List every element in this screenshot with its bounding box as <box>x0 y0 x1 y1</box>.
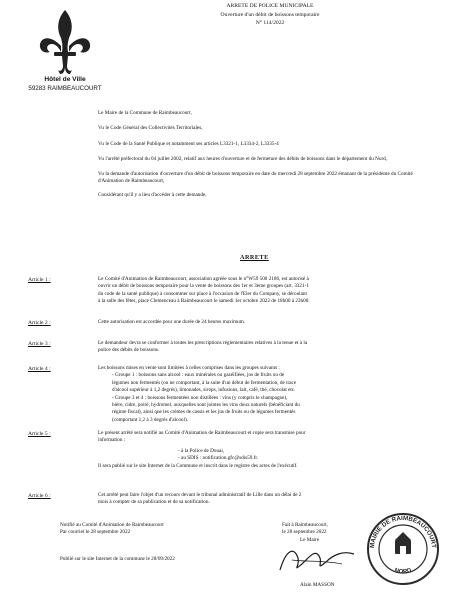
handwritten-signature <box>272 540 362 578</box>
office-title: ARRETE DE POLICE MUNICIPALE <box>226 3 314 9</box>
signature-date: le 28 septembre 2022 <box>282 529 327 536</box>
arrete-title: ARRETE <box>240 254 269 261</box>
article-line: Les boissons mises en vente sont limitées à celles comprises dans les groupes suivants : <box>98 365 280 371</box>
article-line: légumes non fermentés (ou ne comportant, à la suite d'un début de fermentation, de trace <box>112 379 297 386</box>
stamp-ring-text: MAIRIE DE RAIMBEAUCOURT <box>368 514 438 549</box>
mail-date-line: Par courriel le 28 septembre 2022 <box>60 529 131 536</box>
decree-number: N° 114/2022 <box>255 20 285 26</box>
stamp-bottom-text: NORD <box>393 567 413 576</box>
preamble-line: Le Maire de la Commune de Raimbeaucourt, <box>98 110 192 116</box>
article-6-body <box>98 492 438 507</box>
document-header <box>190 2 350 27</box>
stamp-emblem-icon <box>395 532 411 554</box>
city-hall-label: Hôtel de Ville <box>44 76 86 83</box>
article-line: Le demandeur devra se conformer à toutes les prescriptions réglementaires relatives à la tenue et à la <box>98 340 308 346</box>
article-line: police des débits de boissons. <box>98 347 160 354</box>
notified-line: Notifié au Comité d'Animation de Raimbeaucourt <box>60 522 164 528</box>
article-5-label: Article 5 : <box>28 431 51 437</box>
svg-text:NORD <box>394 568 413 576</box>
article-4-body <box>98 365 438 424</box>
preamble-line: Vu le Code de la Santé Publique et notamment ses articles L3321-1, L3334-2, L3335-4 <box>98 140 279 147</box>
article-5-body <box>98 430 438 470</box>
article-line: Le Comité d'Animation de Raimbeaucourt, association agréée sous le n°W59 500 2186, est autorisé à <box>98 276 309 282</box>
article-line: Il sera publié sur le site Internet de la Commune et inscrit dans le registre des actes de l'exécutif. <box>98 462 298 469</box>
done-at-line: Fait à Raimbeaucourt, <box>282 522 328 528</box>
preamble-line: Vu la demande d'autorisation d'ouverture d'un débit de boissons temporaire en date du mercredi 28 septembre 2022 émanant de la présidente du Comité d'Animation de Raimbeaucourt, <box>98 170 413 185</box>
article-line: Cet arrêté peut faire l'objet d'un recours devant le tribunal administratif de Lille dans un délai de 2 <box>98 492 302 498</box>
preamble-line: Vu le Code Général des Collectivités Territoriales, <box>98 125 203 132</box>
article-line: - Groupe 3 et 4 : boissons fermentées non distillées : vins (y compris le champagne), <box>112 394 288 401</box>
article-line: - au SDIS : notification.gfc@sdis59.fr. <box>178 455 259 462</box>
publication-line: Publié sur le site Internet de la commune le 28/09/2022 <box>60 556 175 562</box>
article-line: à la salle des fêtes, place Clemenceau à Raimbeaucourt le samedi 1er octobre 2022 de 18h00 à 23h00. <box>98 298 310 305</box>
article-line: - Groupe 1 : boissons sans alcool : eaux minérales ou gazéifiées, jus de fruits ou de <box>112 372 285 379</box>
notification-block <box>60 522 260 537</box>
article-line: ouvrir un débit de boissons temporaire pour la vente de boissons des 1er et 3ème groupes (art. 3321-1 <box>98 283 309 290</box>
decree-subject: Ouverture d'un débit de boissons temporaire <box>220 12 320 18</box>
article-2-body <box>98 319 438 326</box>
article-line: Le présent arrêté sera notifié au Comité d'Animation de Raimbeaucourt et copie sera transmise pour <box>98 430 306 436</box>
preamble-line: Considérant qu'il y a lieu d'accéder à cette demande, <box>98 192 207 199</box>
article-2-label: Article 2 : <box>28 320 51 326</box>
signatory-name: Alain MASSON <box>300 582 335 588</box>
article-line: d'alcool supérieur à 1,2 degrés), limonades, sirops, infusions, lait, café, thé, chocolat etc. <box>112 387 296 394</box>
article-line: Cette autorisation est accordée pour une durée de 24 heures maximum. <box>98 319 246 325</box>
article-3-body <box>98 340 438 355</box>
article-line: (comportant 1,2 à 3 degrés d'alcool). <box>112 416 188 423</box>
article-1-label: Article 1 : <box>28 277 51 283</box>
article-line: information : <box>98 437 126 444</box>
town-label: 59283 RAIMBEAUCOURT <box>28 85 102 92</box>
article-1-body <box>98 276 438 306</box>
fleur-de-lis-icon <box>34 8 96 76</box>
preamble-line: Vu l'arrêté préfectoral du 04 juillet 2002, relatif aux heures d'ouverture et de fermeture des débits de boissons dans le département du Nord, <box>98 156 388 163</box>
article-line: mois à compter de sa publication et de sa notification. <box>98 499 210 506</box>
signatory-role: Le Maire <box>300 536 320 543</box>
article-line: - à la Police de Douai, <box>178 447 225 454</box>
preamble <box>98 110 433 200</box>
article-line: bière, cidre, poiré, hydromel, auxquelles sont jointes les vins doux naturels (bénéficiant du <box>112 402 300 409</box>
logo-block <box>34 8 96 81</box>
article-line: du code de la santé publique) à consommer sur place à l'occasion de l'Eler du Company, se déroulant <box>98 290 307 297</box>
article-line: régime fiscal), ainsi que les crèmes de cassis et les jus de fruits ou de légumes fermentés <box>112 409 296 416</box>
article-6-label: Article 6 : <box>28 493 51 499</box>
mairie-stamp <box>366 512 440 586</box>
article-3-label: Article 3 : <box>28 341 51 347</box>
article-4-label: Article 4 : <box>28 366 51 372</box>
